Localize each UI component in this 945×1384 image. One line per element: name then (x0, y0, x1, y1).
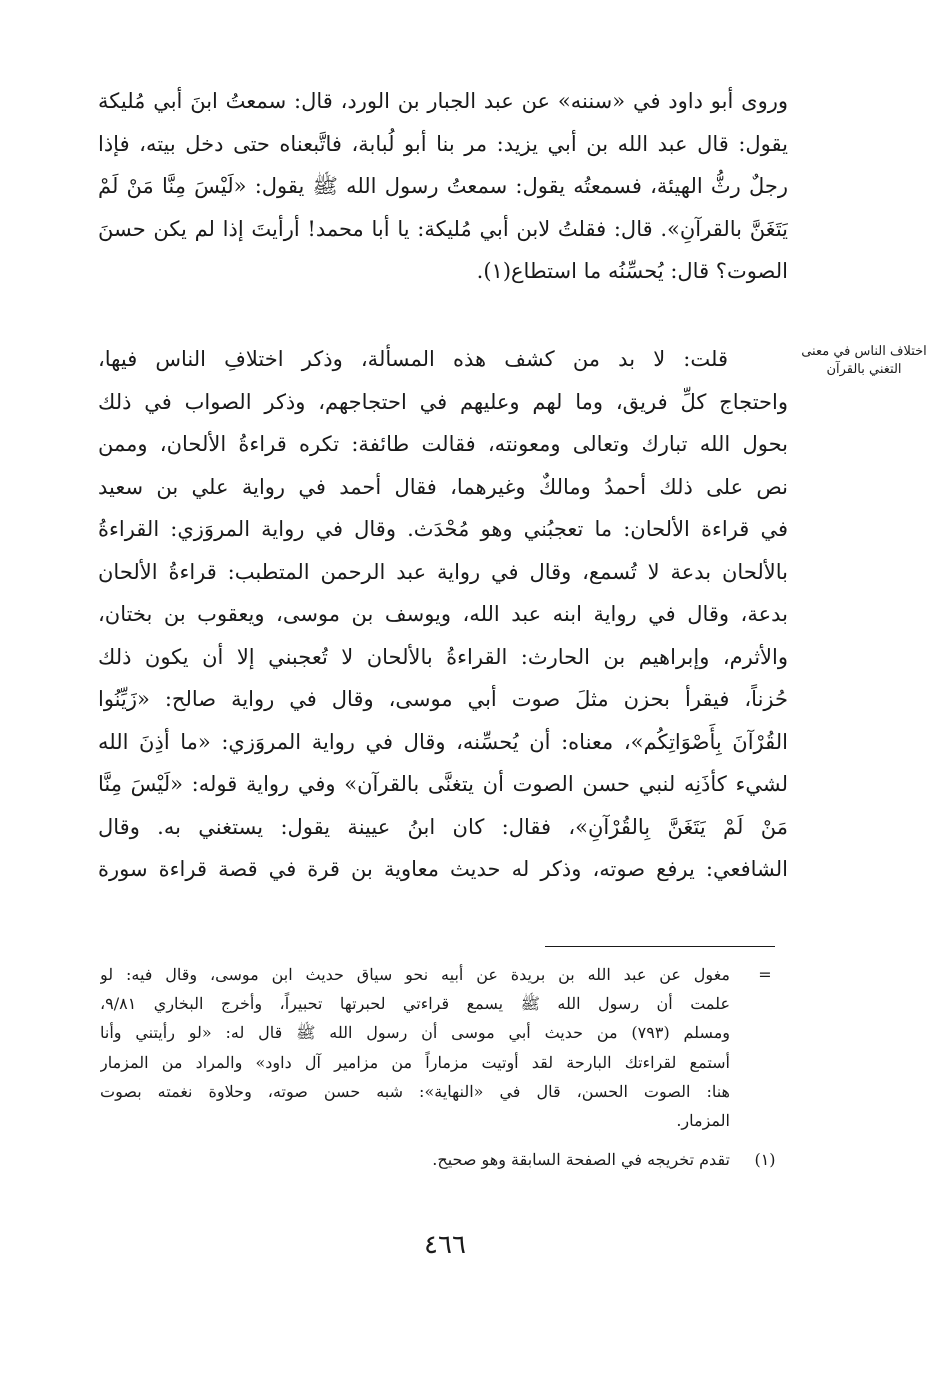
text-line: وروى أبو داود في «سننه» عن عبد الجبار بن الورد، قال: سمعتُ ابنَ أبي مُليكة (98, 89, 788, 113)
text-line: بالألحان بدعة لا تُسمع، وقال في رواية عبد الرحمن المتطبب: قراءةُ الألحان (98, 559, 788, 584)
footnote-line: تقدم تخريجه في الصفحة السابقة وهو صحيح. (432, 1150, 730, 1170)
text-line: بدعة، وقال في رواية ابنه عبد الله، ويوسف بن موسى، ويعقوب بن بختان، (98, 602, 788, 626)
footnote-line: ومسلم (٧٩٣) من حديث أبي موسى أن رسول الله ﷺ قال له: «لو رأيتني وأنا (100, 1023, 730, 1043)
footnote-1 (100, 1145, 790, 1174)
page-number: ٤٦٦ (424, 1230, 466, 1260)
footnote-line: مغول عن عبد الله بن بريدة عن أبيه نحو سياق حديث ابن موسى، وقال فيه: لو (100, 965, 730, 984)
footnote-line: علمت أن رسول الله ﷺ يسمع قراءتي لحبرتها تحبيراً، وأخرج البخاري ٩/٨١، (100, 994, 730, 1014)
footnotes (100, 960, 790, 1174)
text-line: يقول: قال عبد الله بن أبي يزيد: مر بنا أبو لُبابة، فاتَّبعناه حتى دخل بيته، فإذا (98, 131, 788, 156)
text-line: حُزناً، فيقرأ بحزن مثلَ صوت أبي موسى، وقال في رواية صالح: «زَيِّنُوا (98, 687, 788, 711)
paragraph-2 (98, 338, 788, 891)
footnote-line: هنا: الصوت الحسن، قال في «النهاية»: شبه حسن صوته، وحلاوة نغمته بصوت (100, 1081, 730, 1101)
footnote-separator (545, 946, 775, 947)
margin-heading (798, 343, 930, 379)
text-line: بحول الله تبارك وتعالى ومعونته، فقالت طائفة: تكره قراءةُ الألحان، وممن (98, 432, 788, 456)
text-line: واحتجاج كلِّ فريق، وما لهم وعليهم في احتجاجهم، وذكر الصواب في ذلك (98, 389, 788, 414)
footnote-continuation (100, 960, 790, 1135)
paragraph-1 (98, 80, 788, 293)
footnote-line: المزمار. (676, 1110, 730, 1130)
text-line: قلت: لا بد من كشف هذه المسألة، وذكر اختلافِ الناس فيها، (98, 347, 728, 371)
text-line: الشافعي: يرفع صوته، وذكر له حديث معاوية بن قرة في قصة قراءة سورة (98, 857, 788, 881)
margin-heading-line: التغني بالقرآن (826, 362, 902, 377)
text-line: والأثرم، وإبراهيم بن الحارث: القراءةُ بالألحان لا تُعجبني إلا أن يكون ذلك (98, 644, 788, 669)
margin-heading-line: اختلاف الناس في معنى (801, 344, 927, 359)
text-line: في قراءة الألحان: ما تعجبُني وهو مُحْدَث. وقال في رواية المروَزي: القراءةُ (98, 517, 788, 541)
footnote-marker: (١) (754, 1150, 776, 1170)
text-line: لشيء كأذَنِه لنبي حسن الصوت أن يتغنَّى بالقرآن» وفي رواية قوله: «لَيْسَ مِنَّا (98, 772, 788, 796)
text-line: مَنْ لَمْ يَتَغَنَّ بِالقُرْآنِ»، فقال: كان ابنُ عيينة يقول: يستغني به. وقال (98, 814, 788, 839)
text-line: الصوت؟ قال: يُحسِّنُه ما استطاع(١). (476, 259, 788, 283)
text-line: القُرْآنَ بِأَصْوَاتِكُم»، معناه: أن يُحسِّنه، وقال في رواية المروَزي: «ما أذِنَ الله (98, 729, 788, 754)
continuation-marker: = (758, 965, 772, 984)
footnote-line: أستمع لقراءتك البارحة لقد أوتيت مزماراً من مزامير آل داود» والمراد من المزمار (100, 1052, 730, 1072)
text-line: رجلٌ رثُّ الهيئة، فسمعتُه يقول: سمعتُ رسول الله ﷺ يقول: «لَيْسَ مِنَّا مَنْ لَمْ (98, 174, 788, 198)
text-line: نص على ذلك أحمدُ ومالكٌ وغيرهما، فقال أحمد في رواية علي بن سعيد (98, 474, 788, 499)
text-line: يَتَغَنَّ بالقرآنِ». قال: فقلتُ لابن أبي مُليكة: يا أبا محمد! أرأيتَ إذا لم يكن حسنَ (98, 216, 788, 241)
